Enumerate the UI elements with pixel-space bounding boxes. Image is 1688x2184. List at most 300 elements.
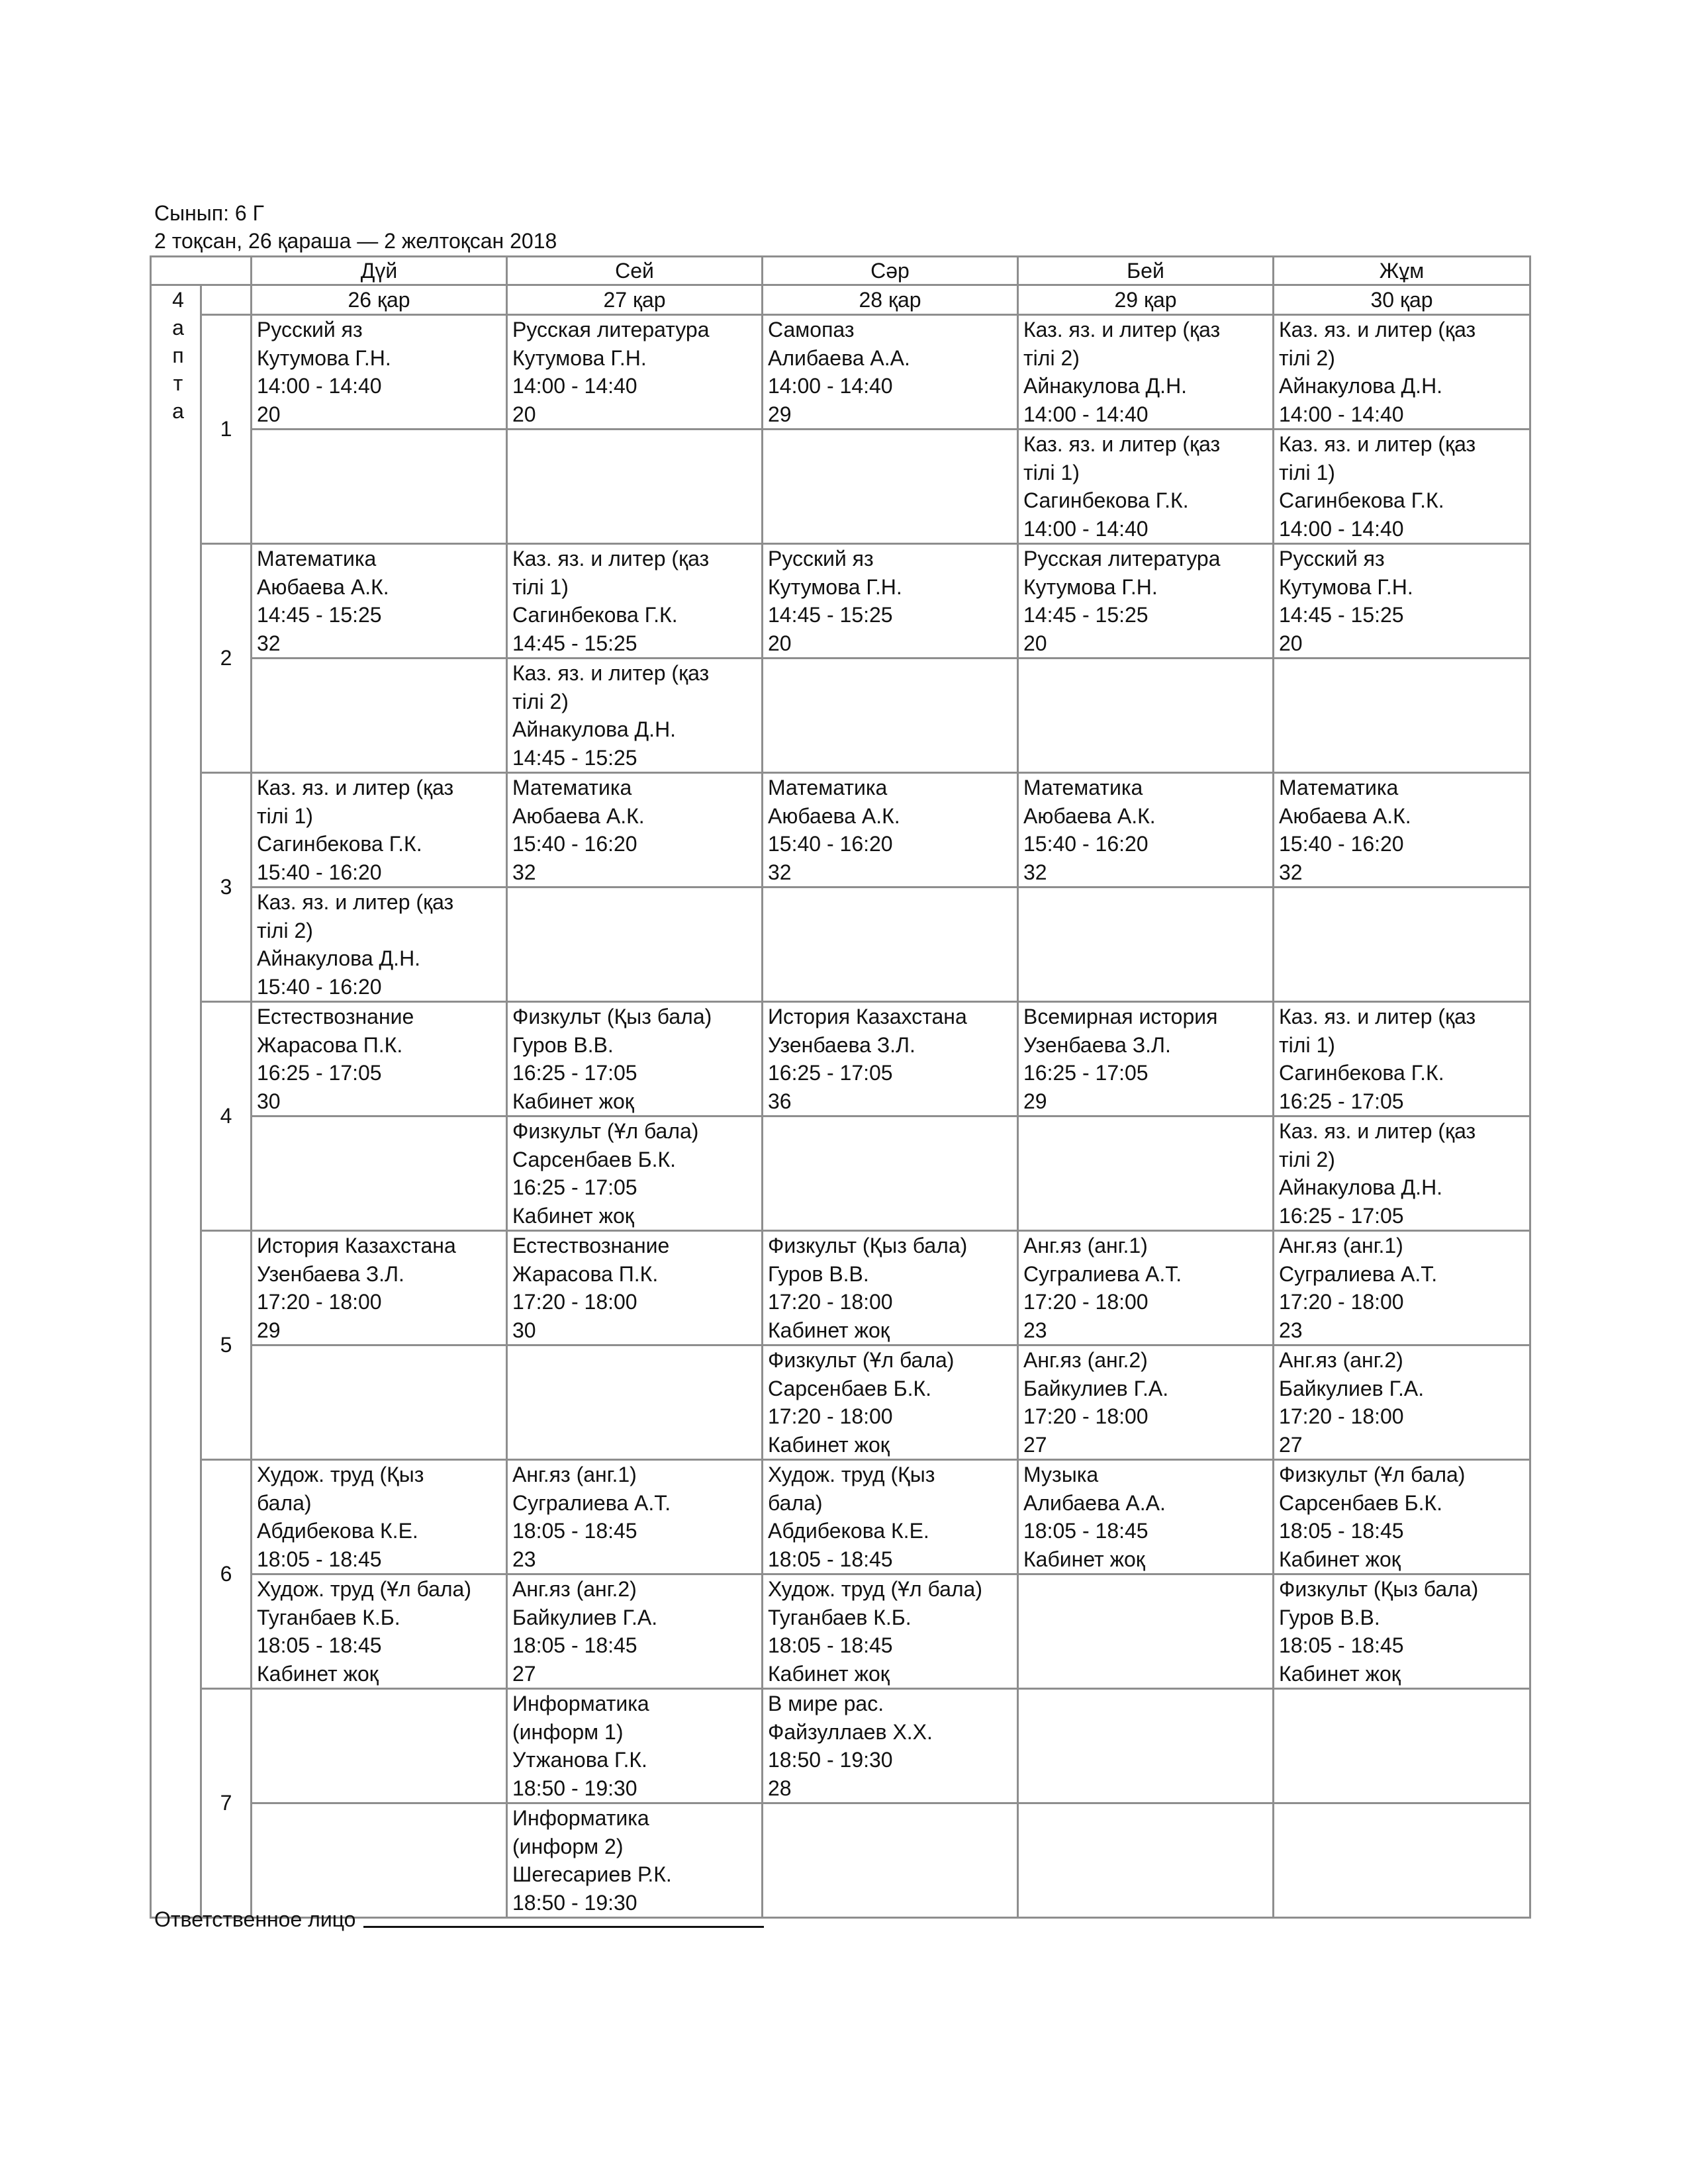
lesson-line: Узенбаева З.Л.	[257, 1261, 404, 1286]
lesson-line: Физкульт (Ұл бала)	[512, 1119, 699, 1143]
date-header: 28 қар	[763, 285, 1018, 315]
lesson-line: Туганбаев К.Б.	[768, 1605, 912, 1629]
lesson-line: 23	[1023, 1318, 1047, 1342]
lesson-line: Кутумова Г.Н.	[1023, 574, 1158, 599]
lesson-line: Каз. яз. и литер (қаз	[257, 776, 454, 799]
lesson-line: Жарасова П.К.	[512, 1261, 659, 1286]
lesson-line: 14:00 - 14:40	[257, 374, 382, 398]
lesson-line: 14:45 - 15:25	[1023, 603, 1149, 627]
lesson-cell	[763, 544, 1018, 659]
empty-cell	[1018, 1689, 1274, 1803]
lesson-line: Байкулиев Г.А.	[1279, 1376, 1425, 1400]
lesson-line: Русский яз	[1279, 547, 1385, 570]
lesson-line: Информатика	[512, 1692, 649, 1715]
empty-cell	[252, 430, 507, 544]
lesson-line: Айнакулова Д.Н.	[1279, 374, 1443, 398]
lesson-line: Математика	[257, 547, 377, 570]
lesson-cell	[1018, 430, 1274, 544]
lesson-line: Русский яз	[257, 318, 363, 341]
lesson-line: 32	[1279, 860, 1303, 884]
lesson-line: 14:45 - 15:25	[1279, 603, 1404, 627]
period-row	[151, 1345, 1530, 1460]
lesson-line: Физкульт (Қыз бала)	[768, 1234, 968, 1257]
lesson-line: Абдибекова К.Е.	[768, 1519, 929, 1543]
period-number: 2	[201, 544, 252, 773]
lesson-cell	[1018, 1002, 1274, 1116]
lesson-line: 27	[512, 1661, 536, 1686]
lesson-line: Физкульт (Қыз бала)	[512, 1005, 712, 1028]
lesson-line: 15:40 - 16:20	[257, 860, 382, 884]
lesson-line: 20	[768, 631, 792, 655]
lesson-line: 27	[1279, 1432, 1303, 1457]
period-row	[151, 1002, 1530, 1116]
date-row	[151, 285, 1530, 315]
lesson-line: Айнакулова Д.Н.	[1279, 1175, 1443, 1199]
week-label-char: а	[172, 399, 184, 423]
lesson-line: Сарсенбаев Б.К.	[768, 1376, 932, 1400]
lesson-line: бала)	[257, 1490, 312, 1515]
empty-cell	[252, 1803, 507, 1918]
lesson-cell	[1274, 1345, 1530, 1460]
lesson-cell	[507, 1689, 763, 1803]
lesson-line: Каз. яз. и литер (қаз	[1023, 318, 1221, 341]
lesson-line: Кутумова Г.Н.	[1279, 574, 1413, 599]
lesson-line: Худож. труд (Қыз	[768, 1463, 935, 1486]
empty-cell	[763, 887, 1018, 1002]
lesson-line: Узенбаева З.Л.	[768, 1032, 915, 1057]
lesson-line: Худож. труд (Ұл бала)	[768, 1577, 982, 1601]
lesson-line: 18:05 - 18:45	[257, 1633, 382, 1657]
lesson-line: 18:05 - 18:45	[1023, 1519, 1149, 1543]
lesson-line: Математика	[1023, 776, 1143, 799]
period-number: 6	[201, 1460, 252, 1689]
lesson-line: 17:20 - 18:00	[1279, 1290, 1404, 1314]
lesson-line: Абдибекова К.Е.	[257, 1519, 418, 1543]
lesson-line: Анг.яз (анг.1)	[512, 1463, 637, 1486]
lesson-line: тілі 1)	[257, 803, 313, 828]
lesson-line: 36	[768, 1089, 792, 1113]
lesson-line: Сагинбекова Г.К.	[512, 603, 678, 627]
lesson-cell	[1018, 1231, 1274, 1345]
empty-cell	[252, 1689, 507, 1803]
period-row	[151, 1689, 1530, 1803]
term-period: 2 тоқсан, 26 қараша — 2 желтоқсан 2018	[154, 229, 557, 253]
lesson-line: Сагинбекова Г.К.	[1023, 488, 1189, 512]
lesson-line: тілі 2)	[1279, 1147, 1335, 1171]
empty-cell	[507, 887, 763, 1002]
lesson-line: 14:00 - 14:40	[1279, 402, 1404, 426]
lesson-line: 17:20 - 18:00	[1023, 1404, 1149, 1428]
lesson-line: 30	[257, 1089, 281, 1113]
lesson-line: 20	[1023, 631, 1047, 655]
lesson-line: Аюбаева А.К.	[1023, 803, 1156, 828]
lesson-line: Каз. яз. и литер (қаз	[1279, 318, 1476, 341]
period-row	[151, 1116, 1530, 1231]
lesson-line: Каз. яз. и литер (қаз	[512, 661, 710, 685]
empty-cell	[1018, 1116, 1274, 1231]
lesson-line: 17:20 - 18:00	[1279, 1404, 1404, 1428]
lesson-line: Гуров В.В.	[768, 1261, 869, 1286]
lesson-line: Музыка	[1023, 1463, 1099, 1486]
lesson-line: 14:45 - 15:25	[512, 745, 637, 770]
lesson-line: История Казахстана	[257, 1234, 456, 1257]
period-row	[151, 1803, 1530, 1918]
lesson-cell	[1018, 1460, 1274, 1574]
empty-cell	[1274, 659, 1530, 773]
lesson-line: Русская литература	[1023, 547, 1221, 570]
lesson-cell	[507, 315, 763, 430]
lesson-line: Математика	[768, 776, 888, 799]
period-row	[151, 1574, 1530, 1689]
lesson-line: История Казахстана	[768, 1005, 967, 1028]
lesson-line: 18:50 - 19:30	[512, 1776, 637, 1800]
lesson-cell	[1274, 1116, 1530, 1231]
lesson-line: Айнакулова Д.Н.	[257, 946, 421, 970]
lesson-line: Сагинбекова Г.К.	[257, 832, 422, 856]
lesson-line: 16:25 - 17:05	[512, 1061, 637, 1085]
lesson-cell	[1018, 1345, 1274, 1460]
period-number: 1	[201, 315, 252, 544]
empty-cell	[763, 1803, 1018, 1918]
lesson-line: тілі 1)	[512, 574, 569, 599]
empty-cell	[763, 1116, 1018, 1231]
lesson-line: 17:20 - 18:00	[512, 1290, 637, 1314]
lesson-line: Кутумова Г.Н.	[512, 345, 647, 370]
week-label-char: а	[172, 316, 184, 340]
lesson-line: Самопаз	[768, 318, 855, 341]
empty-cell	[1274, 887, 1530, 1002]
lesson-line: 15:40 - 16:20	[1023, 832, 1149, 856]
lesson-line: Кабинет жоқ	[257, 1661, 379, 1686]
lesson-line: тілі 2)	[1023, 345, 1080, 370]
lesson-cell	[763, 315, 1018, 430]
lesson-line: 17:20 - 18:00	[768, 1290, 893, 1314]
lesson-line: тілі 2)	[1279, 345, 1335, 370]
day-header: Сей	[507, 257, 763, 285]
lesson-cell	[507, 1002, 763, 1116]
lesson-line: Файзуллаев Х.Х.	[768, 1719, 933, 1744]
lesson-line: 27	[1023, 1432, 1047, 1457]
lesson-line: Всемирная история	[1023, 1005, 1218, 1028]
period-row	[151, 1460, 1530, 1574]
lesson-line: Сагинбекова Г.К.	[1279, 1061, 1444, 1085]
lesson-line: Каз. яз. и литер (қаз	[1023, 432, 1221, 456]
lesson-line: Анг.яз (анг.2)	[512, 1577, 637, 1601]
lesson-line: Байкулиев Г.А.	[1023, 1376, 1169, 1400]
lesson-cell	[507, 773, 763, 887]
lesson-line: Сугралиева А.Т.	[1279, 1261, 1438, 1286]
lesson-line: Физкульт (Қыз бала)	[1279, 1577, 1479, 1601]
lesson-line: 14:45 - 15:25	[768, 603, 893, 627]
lesson-line: Сугралиева А.Т.	[512, 1490, 671, 1515]
lesson-cell	[252, 1002, 507, 1116]
empty-cell	[507, 1345, 763, 1460]
empty-cell	[507, 430, 763, 544]
lesson-line: Каз. яз. и литер (қаз	[1279, 432, 1476, 456]
lesson-cell	[507, 1231, 763, 1345]
lesson-cell	[1274, 544, 1530, 659]
lesson-line: 16:25 - 17:05	[768, 1061, 893, 1085]
lesson-line: 16:25 - 17:05	[1279, 1203, 1404, 1228]
lesson-line: Информатика	[512, 1806, 649, 1830]
lesson-cell	[507, 659, 763, 773]
lesson-cell	[1274, 773, 1530, 887]
lesson-line: Аюбаева А.К.	[512, 803, 645, 828]
week-label-char: 4	[172, 288, 184, 312]
lesson-line: 20	[257, 402, 281, 426]
lesson-line: 20	[512, 402, 536, 426]
lesson-line: 18:05 - 18:45	[1279, 1633, 1404, 1657]
lesson-line: 16:25 - 17:05	[1279, 1089, 1404, 1113]
lesson-line: Утжанова Г.К.	[512, 1748, 647, 1772]
lesson-line: Туганбаев К.Б.	[257, 1605, 400, 1629]
empty-cell	[252, 1345, 507, 1460]
lesson-cell	[763, 1689, 1018, 1803]
lesson-line: 15:40 - 16:20	[1279, 832, 1404, 856]
lesson-line: (информ 2)	[512, 1834, 624, 1858]
lesson-cell	[252, 315, 507, 430]
period-row	[151, 430, 1530, 544]
day-header: Бей	[1018, 257, 1274, 285]
lesson-line: 23	[1279, 1318, 1303, 1342]
lesson-cell	[1018, 544, 1274, 659]
lesson-line: 18:50 - 19:30	[512, 1890, 637, 1915]
lesson-line: В мире рас.	[768, 1692, 884, 1715]
empty-cell	[252, 1116, 507, 1231]
lesson-cell	[763, 773, 1018, 887]
lesson-cell	[763, 1345, 1018, 1460]
lesson-line: 29	[768, 402, 792, 426]
lesson-line: 16:25 - 17:05	[1023, 1061, 1149, 1085]
lesson-line: Кутумова Г.Н.	[257, 345, 391, 370]
lesson-line: Кабинет жоқ	[768, 1318, 890, 1342]
lesson-line: 30	[512, 1318, 536, 1342]
empty-cell	[1018, 659, 1274, 773]
lesson-line: 20	[1279, 631, 1303, 655]
lesson-line: Сарсенбаев Б.К.	[1279, 1490, 1443, 1515]
lesson-line: 32	[257, 631, 281, 655]
lesson-cell	[763, 1231, 1018, 1345]
lesson-cell	[507, 1116, 763, 1231]
lesson-line: 14:00 - 14:40	[1279, 516, 1404, 541]
lesson-line: 18:05 - 18:45	[512, 1633, 637, 1657]
lesson-line: Каз. яз. и литер (қаз	[512, 547, 710, 570]
lesson-line: Кабинет жоқ	[1023, 1547, 1145, 1571]
date-header: 30 қар	[1274, 285, 1530, 315]
lesson-line: 14:00 - 14:40	[1023, 402, 1149, 426]
lesson-line: Аюбаева А.К.	[257, 574, 389, 599]
lesson-line: (информ 1)	[512, 1719, 624, 1744]
lesson-cell	[252, 1460, 507, 1574]
signature-block	[154, 1906, 764, 1933]
blank-cell	[201, 285, 252, 315]
responsible-label: Ответственное лицо	[154, 1907, 356, 1931]
lesson-cell	[1274, 1002, 1530, 1116]
lesson-line: Каз. яз. и литер (қаз	[257, 890, 454, 914]
lesson-cell	[252, 887, 507, 1002]
lesson-line: Алибаева А.А.	[768, 345, 910, 370]
signature-line	[363, 1906, 764, 1928]
lesson-line: Русская литература	[512, 318, 710, 341]
day-header: Жұм	[1274, 257, 1530, 285]
date-header: 26 қар	[252, 285, 507, 315]
lesson-line: 32	[768, 860, 792, 884]
lesson-cell	[507, 1574, 763, 1689]
period-row	[151, 887, 1530, 1002]
lesson-line: 18:05 - 18:45	[1279, 1519, 1404, 1543]
lesson-line: Айнакулова Д.Н.	[512, 717, 677, 741]
lesson-line: 18:05 - 18:45	[257, 1547, 382, 1571]
lesson-line: Математика	[512, 776, 632, 799]
lesson-line: Анг.яз (анг.1)	[1023, 1234, 1148, 1257]
lesson-line: тілі 1)	[1279, 1032, 1335, 1057]
lesson-line: 14:00 - 14:40	[768, 374, 893, 398]
period-row	[151, 659, 1530, 773]
lesson-line: Кабинет жоқ	[512, 1203, 634, 1228]
lesson-line: 14:00 - 14:40	[1023, 516, 1149, 541]
lesson-line: 15:40 - 16:20	[768, 832, 893, 856]
lesson-line: Кутумова Г.Н.	[768, 574, 902, 599]
lesson-line: Математика	[1279, 776, 1399, 799]
lesson-line: Кабинет жоқ	[768, 1661, 890, 1686]
lesson-line: 15:40 - 16:20	[512, 832, 637, 856]
lesson-cell	[507, 544, 763, 659]
lesson-line: тілі 1)	[1023, 460, 1080, 484]
period-number: 7	[201, 1689, 252, 1918]
lesson-cell	[1274, 315, 1530, 430]
lesson-cell	[1274, 1231, 1530, 1345]
period-row	[151, 544, 1530, 659]
lesson-cell	[252, 544, 507, 659]
lesson-line: 29	[257, 1318, 281, 1342]
lesson-line: 14:45 - 15:25	[512, 631, 637, 655]
lesson-line: Кабинет жоқ	[1279, 1661, 1401, 1686]
lesson-line: Анг.яз (анг.2)	[1023, 1348, 1148, 1372]
lesson-line: Сарсенбаев Б.К.	[512, 1147, 677, 1171]
week-label-char: п	[172, 343, 184, 367]
period-row	[151, 773, 1530, 887]
lesson-line: Гуров В.В.	[1279, 1605, 1380, 1629]
corner-cell	[151, 257, 252, 285]
lesson-line: Физкульт (Ұл бала)	[768, 1348, 955, 1372]
period-number: 5	[201, 1231, 252, 1460]
lesson-line: 23	[512, 1547, 536, 1571]
empty-cell	[1274, 1803, 1530, 1918]
lesson-line: Кабинет жоқ	[768, 1432, 890, 1457]
lesson-line: Айнакулова Д.Н.	[1023, 374, 1188, 398]
lesson-cell	[252, 1231, 507, 1345]
period-number: 4	[201, 1002, 252, 1231]
lesson-cell	[507, 1803, 763, 1918]
lesson-line: Сагинбекова Г.К.	[1279, 488, 1444, 512]
date-header: 27 қар	[507, 285, 763, 315]
lesson-line: Жарасова П.К.	[257, 1032, 403, 1057]
lesson-cell	[763, 1460, 1018, 1574]
lesson-line: Аюбаева А.К.	[1279, 803, 1411, 828]
empty-cell	[1018, 1574, 1274, 1689]
lesson-line: 17:20 - 18:00	[257, 1290, 382, 1314]
lesson-line: 15:40 - 16:20	[257, 974, 382, 999]
lesson-line: Худож. труд (Қыз	[257, 1463, 424, 1486]
lesson-line: 17:20 - 18:00	[1023, 1290, 1149, 1314]
empty-cell	[252, 659, 507, 773]
lesson-line: тілі 2)	[257, 918, 313, 942]
week-label-cell	[151, 285, 201, 1918]
lesson-line: Алибаева А.А.	[1023, 1490, 1166, 1515]
lesson-line: 32	[1023, 860, 1047, 884]
lesson-line: 18:05 - 18:45	[768, 1633, 893, 1657]
lesson-cell	[1018, 773, 1274, 887]
lesson-line: Русский яз	[768, 547, 874, 570]
empty-cell	[1018, 887, 1274, 1002]
lesson-line: Анг.яз (анг.1)	[1279, 1234, 1403, 1257]
lesson-line: тілі 2)	[512, 689, 569, 713]
lesson-line: 17:20 - 18:00	[768, 1404, 893, 1428]
class-title: Сынып: 6 Г	[154, 201, 264, 225]
day-header: Дүй	[252, 257, 507, 285]
lesson-line: Узенбаева З.Л.	[1023, 1032, 1171, 1057]
lesson-line: 16:25 - 17:05	[257, 1061, 382, 1085]
lesson-line: бала)	[768, 1490, 823, 1515]
lesson-line: Каз. яз. и литер (қаз	[1279, 1005, 1476, 1028]
lesson-line: 28	[768, 1776, 792, 1800]
lesson-cell	[252, 773, 507, 887]
lesson-line: Аюбаева А.К.	[768, 803, 900, 828]
lesson-line: 18:05 - 18:45	[768, 1547, 893, 1571]
lesson-line: тілі 1)	[1279, 460, 1335, 484]
lesson-line: 14:45 - 15:25	[257, 603, 382, 627]
lesson-line: Шегесариев Р.К.	[512, 1862, 672, 1886]
lesson-cell	[1274, 430, 1530, 544]
period-row	[151, 1231, 1530, 1345]
lesson-line: Кабинет жоқ	[1279, 1547, 1401, 1571]
lesson-line: Естествознание	[512, 1234, 670, 1257]
week-label-char: т	[173, 371, 183, 395]
period-number: 3	[201, 773, 252, 1002]
lesson-cell	[252, 1574, 507, 1689]
lesson-line: Сугралиева А.Т.	[1023, 1261, 1182, 1286]
lesson-line: Худож. труд (Ұл бала)	[257, 1577, 471, 1601]
date-header: 29 қар	[1018, 285, 1274, 315]
empty-cell	[763, 430, 1018, 544]
lesson-line: 16:25 - 17:05	[512, 1175, 637, 1199]
timetable	[150, 255, 1531, 1919]
empty-cell	[1274, 1689, 1530, 1803]
lesson-line: Кабинет жоқ	[512, 1089, 634, 1113]
period-row	[151, 315, 1530, 430]
lesson-line: Физкульт (Ұл бала)	[1279, 1463, 1466, 1486]
lesson-cell	[1274, 1574, 1530, 1689]
lesson-line: 32	[512, 860, 536, 884]
day-header-row	[151, 257, 1530, 285]
lesson-cell	[763, 1002, 1018, 1116]
lesson-line: 18:50 - 19:30	[768, 1748, 893, 1772]
lesson-cell	[1018, 315, 1274, 430]
empty-cell	[1018, 1803, 1274, 1918]
lesson-line: Анг.яз (анг.2)	[1279, 1348, 1403, 1372]
day-header: Сәр	[763, 257, 1018, 285]
lesson-line: 18:05 - 18:45	[512, 1519, 637, 1543]
lesson-line: Гуров В.В.	[512, 1032, 614, 1057]
lesson-cell	[1274, 1460, 1530, 1574]
lesson-line: Естествознание	[257, 1005, 414, 1028]
lesson-cell	[507, 1460, 763, 1574]
lesson-cell	[763, 1574, 1018, 1689]
lesson-line: Байкулиев Г.А.	[512, 1605, 658, 1629]
lesson-line: Каз. яз. и литер (қаз	[1279, 1119, 1476, 1143]
lesson-line: 29	[1023, 1089, 1047, 1113]
empty-cell	[763, 659, 1018, 773]
